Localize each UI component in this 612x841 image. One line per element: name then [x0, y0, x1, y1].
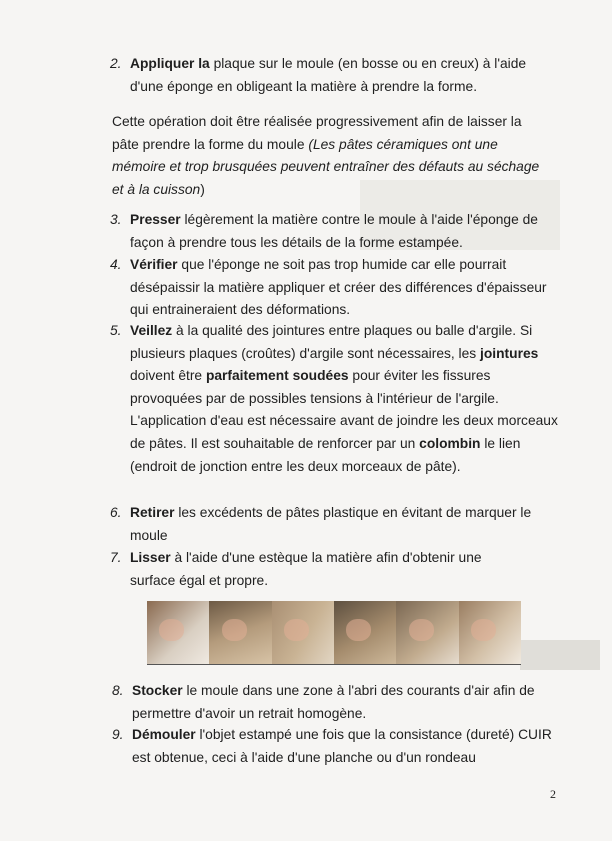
step-number: 8.: [112, 683, 124, 698]
note-paragraph: [112, 111, 552, 201]
body-text: à l'aide d'une estèque la matière afin d'obtenir une surface égal et propre.: [130, 550, 482, 588]
step-4: [110, 254, 548, 322]
step-text: [132, 683, 535, 721]
body-text: les excédents de pâtes plastique en évitant de marquer le moule: [130, 505, 532, 543]
hands-mould-photo: [334, 601, 396, 664]
process-photo-strip: [147, 601, 521, 665]
smoothing-photo: [459, 601, 521, 664]
bleed-through-image: [520, 640, 600, 670]
bold-keyword: colombin: [419, 435, 481, 451]
step-text: [130, 505, 531, 543]
bold-keyword: Lisser: [130, 550, 171, 565]
step-6: [110, 502, 555, 547]
step-number: 6.: [110, 505, 122, 520]
step-text: [130, 323, 558, 474]
step-text: [132, 727, 552, 765]
bold-keyword: Retirer: [130, 505, 175, 520]
step-number: 4.: [110, 257, 122, 272]
body-text: légèrement la matière contre le moule à l'aide l'éponge de façon à prendre tous les détails de la forme estampée.: [130, 212, 538, 250]
step-number: 3.: [110, 212, 122, 227]
body-text: doivent être: [130, 368, 206, 384]
bold-keyword: Veillez: [130, 323, 173, 338]
step-text: [130, 212, 538, 250]
body-text: plaque sur le moule (en bosse ou en creux) à l'aide d'une éponge en obligeant la matière à prendre la forme.: [130, 56, 527, 94]
mould-edge-photo: [396, 601, 458, 664]
body-text: à la qualité des jointures entre plaques ou balle d'argile. Si plusieurs plaques (croûtes) d'argile sont nécessaires, les: [130, 323, 533, 361]
clay-slab-photo: [147, 601, 209, 664]
body-text: que l'éponge ne soit pas trop humide car elle pourrait désépaissir la matière appliquer et créer des différences d'épaisseur qui entraineraient des déformations.: [130, 257, 547, 318]
body-text: l'objet estampé une fois que la consistance (dureté) CUIR est obtenue, ceci à l'aide d'une planche ou d'un rondeau: [132, 727, 552, 765]
step-3: [110, 209, 560, 254]
step-9: [112, 724, 552, 769]
body-text: le moule dans une zone à l'abri des courants d'air afin de permettre d'avoir un retrait homogène.: [132, 683, 535, 721]
sponge-press-photo: [209, 601, 271, 664]
note-text: Cette opération doit être réalisée progressivement afin de laisser la pâte prendre la forme du moule: [112, 114, 522, 152]
body-text: le lien (endroit de jonction entre les deux morceaux de pâte).: [130, 435, 521, 474]
body-text: pour éviter les fissures provoquées par de possibles tensions à l'intérieur de l'argile. L'application d'eau est nécessaire avant de joindre les deux morceaux de pâtes. Il est souhaitable de renforcer par un: [130, 368, 558, 451]
bold-keyword: jointures: [480, 345, 539, 361]
bold-keyword: Vérifier: [130, 257, 178, 272]
step-number: 9.: [112, 727, 124, 742]
bold-keyword: Stocker: [132, 683, 183, 698]
step-number: 7.: [110, 550, 122, 565]
bold-keyword: Démouler: [132, 727, 196, 742]
step-2: [110, 53, 555, 98]
step-8: [112, 680, 552, 725]
hand-press-photo: [272, 601, 334, 664]
step-number: 5.: [110, 323, 122, 338]
step-number: 2.: [110, 56, 122, 71]
step-text: [130, 257, 547, 317]
step-7: [110, 547, 530, 592]
bold-keyword: Appliquer la: [130, 56, 210, 71]
note-close: ): [200, 181, 205, 197]
step-5: [110, 320, 558, 478]
step-text: [130, 550, 482, 588]
page-number: 2: [550, 787, 556, 801]
note-italic: (Les pâtes céramiques ont une mémoire et trop brusquées peuvent entraîner des défauts au séchage et à la cuisson: [112, 136, 540, 197]
step-text: [130, 56, 526, 94]
bold-keyword: Presser: [130, 212, 181, 227]
bold-keyword: parfaitement soudées: [205, 368, 349, 384]
